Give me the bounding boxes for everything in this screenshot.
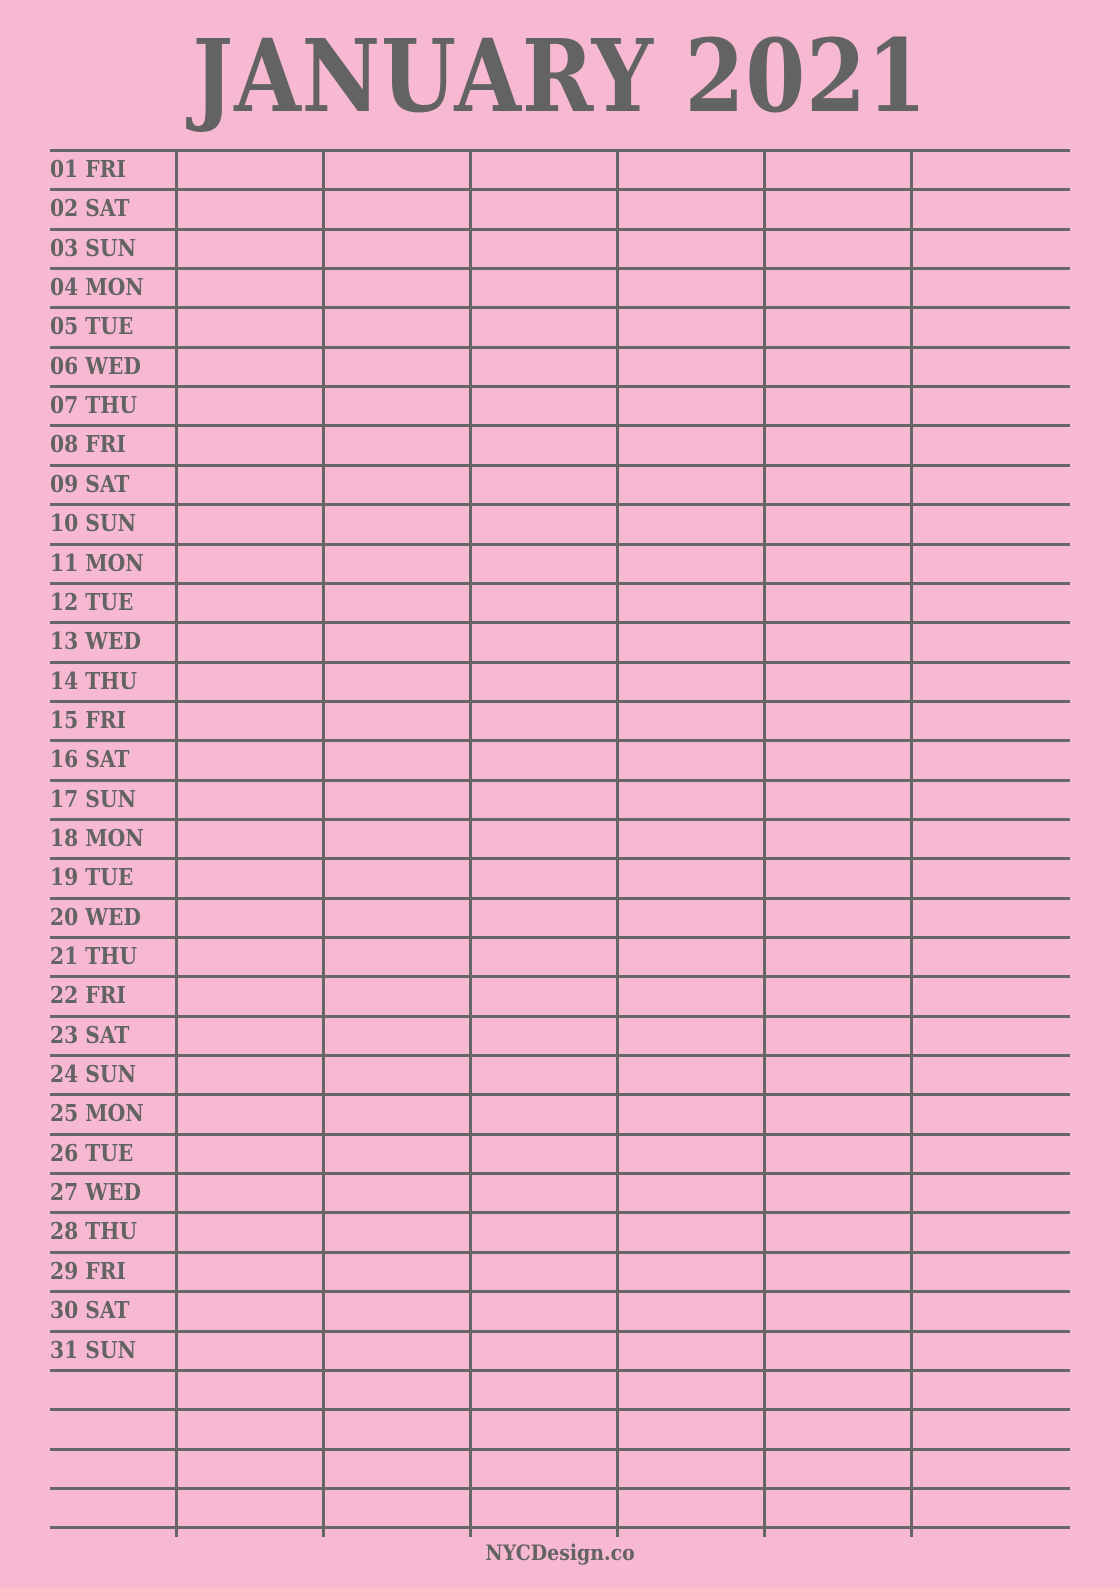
row-divider	[50, 503, 1070, 506]
day-label: 27 WED	[50, 1179, 141, 1206]
row-divider	[50, 975, 1070, 978]
day-label: 13 WED	[50, 628, 141, 655]
column-divider-1	[175, 149, 178, 1537]
row-divider	[50, 1526, 1070, 1529]
row-divider	[50, 700, 1070, 703]
row-divider	[50, 1330, 1070, 1333]
column-divider-6	[910, 149, 913, 1537]
row-divider	[50, 1015, 1070, 1018]
day-label: 01 FRI	[50, 156, 126, 183]
row-divider	[50, 1211, 1070, 1214]
day-label: 30 SAT	[50, 1297, 130, 1324]
day-label: 06 WED	[50, 353, 141, 380]
row-divider	[50, 661, 1070, 664]
day-label: 03 SUN	[50, 235, 136, 262]
row-divider	[50, 424, 1070, 427]
day-label: 25 MON	[50, 1100, 144, 1127]
day-label: 21 THU	[50, 943, 138, 970]
row-divider	[50, 188, 1070, 191]
row-divider	[50, 1487, 1070, 1490]
row-divider	[50, 1290, 1070, 1293]
calendar-grid	[50, 149, 1070, 1537]
row-divider	[50, 1369, 1070, 1372]
day-label: 15 FRI	[50, 707, 126, 734]
row-divider	[50, 936, 1070, 939]
day-label: 12 TUE	[50, 589, 134, 616]
day-label: 02 SAT	[50, 195, 130, 222]
day-label: 20 WED	[50, 904, 141, 931]
day-label: 24 SUN	[50, 1061, 136, 1088]
row-divider	[50, 1251, 1070, 1254]
day-label: 18 MON	[50, 825, 144, 852]
day-label: 28 THU	[50, 1218, 138, 1245]
day-label: 14 THU	[50, 668, 138, 695]
day-label: 31 SUN	[50, 1337, 136, 1364]
footer-credit: NYCDesign.co	[485, 1540, 635, 1565]
calendar-title: JANUARY 2021	[192, 17, 928, 135]
day-label: 26 TUE	[50, 1140, 134, 1167]
row-divider	[50, 149, 1070, 152]
row-divider	[50, 582, 1070, 585]
row-divider	[50, 1408, 1070, 1411]
row-divider	[50, 1054, 1070, 1057]
row-divider	[50, 1093, 1070, 1096]
row-divider	[50, 739, 1070, 742]
row-divider	[50, 346, 1070, 349]
column-divider-4	[616, 149, 619, 1537]
row-divider	[50, 621, 1070, 624]
day-label: 23 SAT	[50, 1022, 130, 1049]
day-label: 11 MON	[50, 550, 144, 577]
day-label: 05 TUE	[50, 313, 134, 340]
day-label: 09 SAT	[50, 471, 130, 498]
row-divider	[50, 818, 1070, 821]
row-divider	[50, 464, 1070, 467]
row-divider	[50, 1448, 1070, 1451]
day-label: 10 SUN	[50, 510, 136, 537]
day-label: 07 THU	[50, 392, 138, 419]
column-divider-5	[763, 149, 766, 1537]
column-divider-3	[469, 149, 472, 1537]
day-label: 08 FRI	[50, 431, 126, 458]
row-divider	[50, 543, 1070, 546]
row-divider	[50, 897, 1070, 900]
column-divider-2	[322, 149, 325, 1537]
row-divider	[50, 779, 1070, 782]
row-divider	[50, 1172, 1070, 1175]
day-label: 29 FRI	[50, 1258, 126, 1285]
row-divider	[50, 306, 1070, 309]
row-divider	[50, 267, 1070, 270]
row-divider	[50, 857, 1070, 860]
day-label: 17 SUN	[50, 786, 136, 813]
day-label: 16 SAT	[50, 746, 130, 773]
day-label: 04 MON	[50, 274, 144, 301]
day-label: 22 FRI	[50, 982, 126, 1009]
day-label: 19 TUE	[50, 864, 134, 891]
row-divider	[50, 228, 1070, 231]
row-divider	[50, 1133, 1070, 1136]
row-divider	[50, 385, 1070, 388]
